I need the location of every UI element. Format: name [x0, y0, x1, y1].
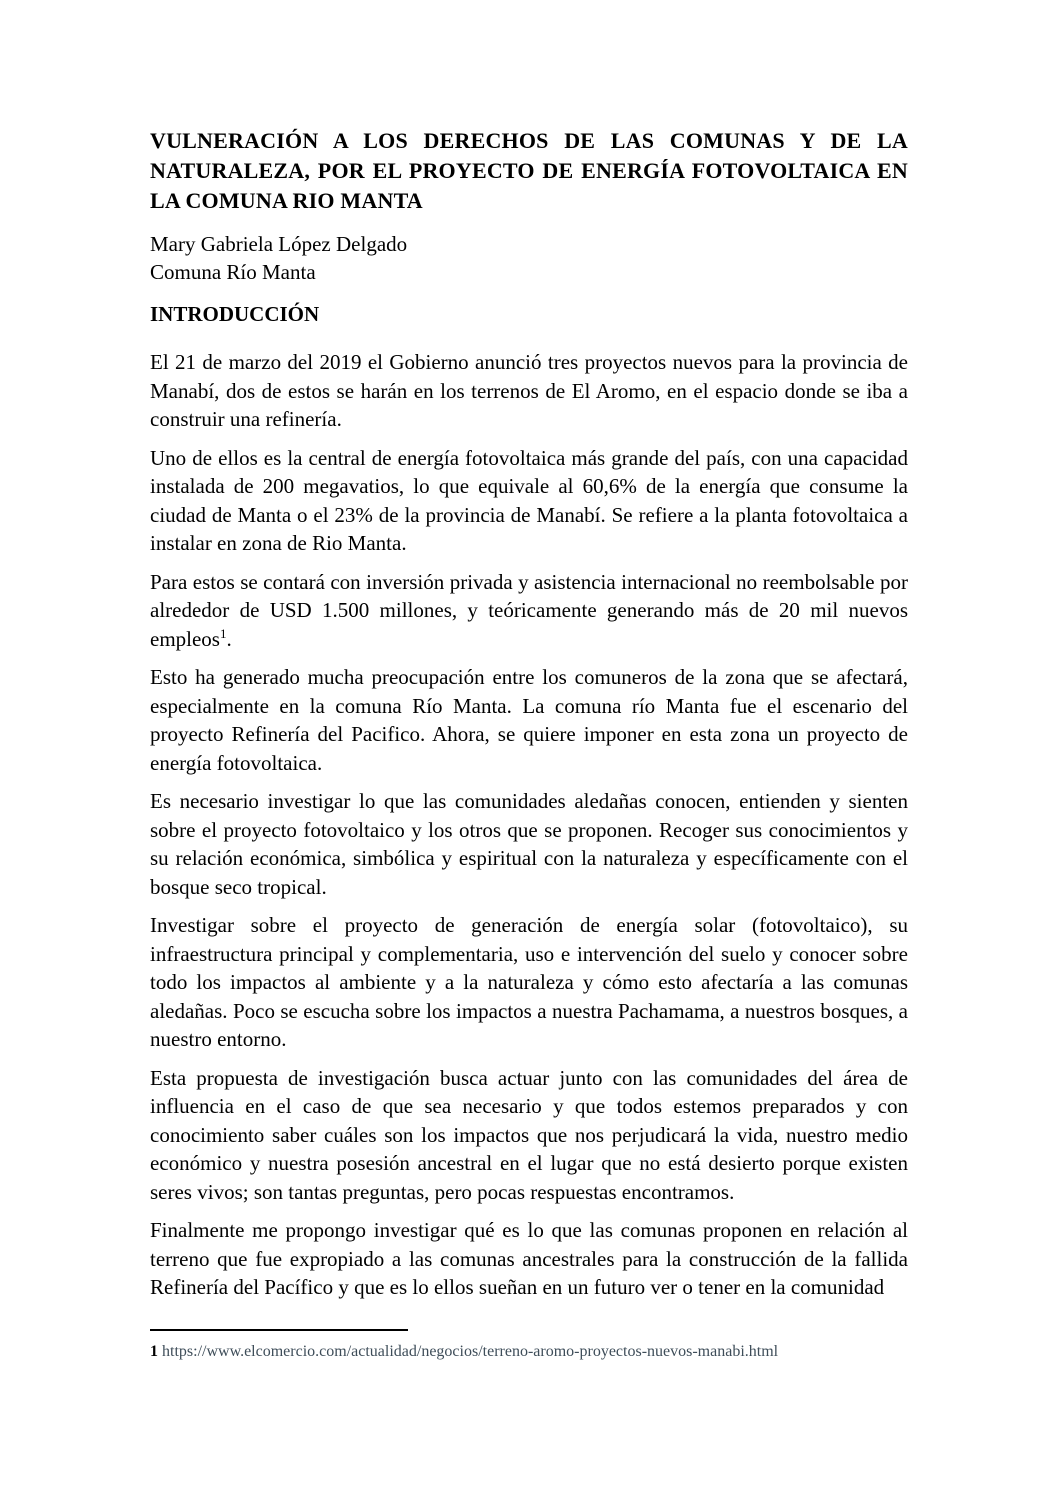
- document-body: [150, 126, 908, 1312]
- paragraph-text: Esta propuesta de investigación busca actuar junto con las comunidades del área de influencia en el caso de que sea necesario y que todos estemos preparados y con conocimiento saber cuáles son los impactos que nos perjudicará la vida, nuestro medio económico y nuestra posesión ancestral en el lugar que no está desierto porque existen seres vivos; son tantas preguntas, pero pocas respuestas encontramos.: [150, 1065, 908, 1204]
- section-heading-introduccion: INTRODUCCIÓN: [150, 302, 320, 326]
- paragraph-text: El 21 de marzo del 2019 el Gobierno anunció tres proyectos nuevos para la provincia de Manabí, dos de estos se harán en los terrenos de El Aromo, en el espacio donde se iba a construir una refinería.: [150, 350, 908, 431]
- paragraph-text: Esto ha generado mucha preocupación entre los comuneros de la zona que se afectará, especialmente en la comuna Río Manta. La comuna río Manta fue el escenario del proyecto Refinería del Pacifico. Ahora, se quiere imponer en esta zona un proyecto de energía fotovoltaica.: [150, 665, 908, 775]
- paragraph-3: [150, 568, 908, 654]
- paragraph-text: Investigar sobre el proyecto de generación de energía solar (fotovoltaico), su infraestructura principal y complementaria, uso e intervención del suelo y conocer sobre todo los impactos al ambiente y a la naturaleza y cómo esto afectaría a las comunas aledañas. Poco se escucha sobre los impactos a nuestra Pachamama, a nuestros bosques, a nuestro entorno.: [150, 913, 908, 1051]
- author-name: Mary Gabriela López Delgado: [150, 232, 408, 256]
- paragraph-text: Uno de ellos es la central de energía fotovoltaica más grande del país, con una capacidad instalada de 200 megavatios, lo que equivale al 60,6% de la energía que consume la ciudad de Manta o el 23% de la provincia de Manabí. Se refiere a la planta fotovoltaica a instalar en zona de Rio Manta.: [150, 445, 908, 555]
- paragraph-1: [150, 348, 908, 434]
- paragraph-5: [150, 787, 908, 901]
- paragraph-2: [150, 444, 908, 558]
- footnote-area: [150, 1329, 908, 1362]
- paragraph-text: Finalmente me propongo investigar qué es lo que las comunas proponen en relación al terreno que fue expropiado a las comunas ancestrales para la construcción de la fallida Refinería del Pacífico y que es lo ellos sueñan en un futuro ver o tener en la comunidad: [150, 1218, 908, 1299]
- paragraph-text-after-ref: .: [226, 626, 232, 651]
- footnote: [150, 1342, 908, 1362]
- footnote-reference-superscript: 1: [219, 625, 227, 641]
- paragraph-8: [150, 1216, 908, 1302]
- paragraph-text: Para estos se contará con inversión privada y asistencia internacional no reembolsable por alrededor de USD 1.500 millones, y teóricamente generando más de 20 mil nuevos empleos: [150, 569, 908, 651]
- footnote-link[interactable]: https://www.elcomercio.com/actualidad/negocios/terreno-aromo-proyectos-nuevos-manabi.html: [162, 1343, 779, 1360]
- footnote-separator-rule: [150, 1329, 408, 1331]
- footnote-marker: 1: [150, 1343, 158, 1360]
- paragraph-7: [150, 1064, 908, 1207]
- author-affiliation: Comuna Río Manta: [150, 260, 316, 284]
- paragraph-6: [150, 911, 908, 1054]
- document-title: VULNERACIÓN A LOS DERECHOS DE LAS COMUNAS Y DE LA NATURALEZA, POR EL PROYECTO DE ENERGÍA FOTOVOLTAICA EN LA COMUNA RIO MANTA: [150, 128, 908, 213]
- paragraph-text: Es necesario investigar lo que las comunidades aledañas conocen, entienden y sienten sobre el proyecto fotovoltaico y los otros que se proponen. Recoger sus conocimientos y su relación económica, simbólica y espiritual con la naturaleza y específicamente con el bosque seco tropical.: [150, 789, 908, 899]
- paragraph-4: [150, 663, 908, 777]
- author-block: [150, 230, 908, 286]
